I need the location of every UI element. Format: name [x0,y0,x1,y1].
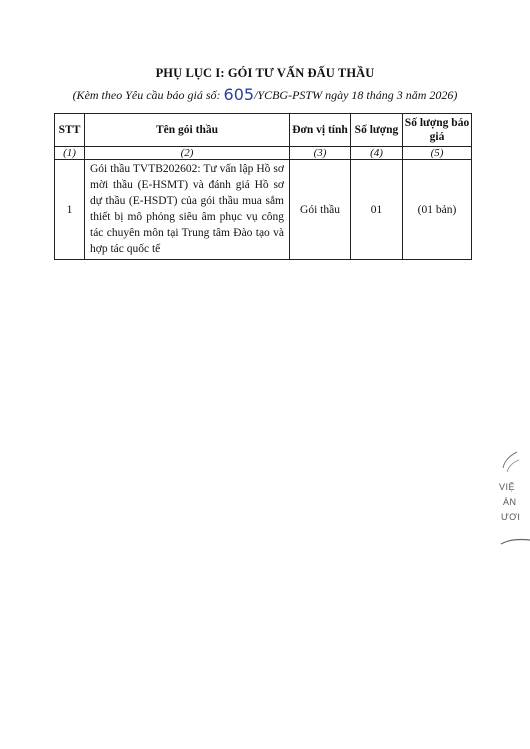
stamp-text-line: ÀN [503,497,517,507]
column-number: (3) [290,147,351,160]
header-package-name: Tên gói thầu [85,114,290,147]
subtitle-prefix: (Kèm theo Yêu cầu báo giá số: [72,88,224,102]
cell-quote-quantity: (01 bản) [403,160,472,260]
bid-package-table [54,113,472,260]
appendix-subtitle [0,84,530,103]
header-unit: Đơn vị tính [290,114,351,147]
table-row [55,160,472,260]
header-quote-quantity: Số lượng báo giá [403,114,472,147]
handwritten-number: 605 [223,85,255,104]
seal-stamp-fragment [497,448,530,558]
subtitle-suffix: /YCBG-PSTW ngày 18 tháng 3 năm 2026) [254,88,458,102]
column-number: (5) [403,147,472,160]
header-stt: STT [55,114,85,147]
column-number-row [55,147,472,160]
column-number: (2) [85,147,290,160]
cell-package-name: Gói thầu TVTB202602: Tư vấn lập Hồ sơ mời thầu (E-HSMT) và đánh giá Hồ sơ dự thầu (E-HSDT) của gói thầu mua sắm thiết bị mô phỏng siêu âm phục vụ công tác chuyên môn tại Trung tâm Đào tạo và hợp tác quốc tế [85,160,290,260]
column-number: (1) [55,147,85,160]
stamp-text-line: VIỆ [499,482,516,492]
cell-quantity: 01 [351,160,403,260]
appendix-title: PHỤ LỤC I: GÓI TƯ VẤN ĐẤU THẦU [155,66,375,80]
header-quantity: Số lượng [351,114,403,147]
cell-stt: 1 [55,160,85,260]
column-number: (4) [351,147,403,160]
stamp-text-line: ƯƠI [501,512,521,522]
cell-unit: Gói thầu [290,160,351,260]
table-header-row [55,114,472,147]
